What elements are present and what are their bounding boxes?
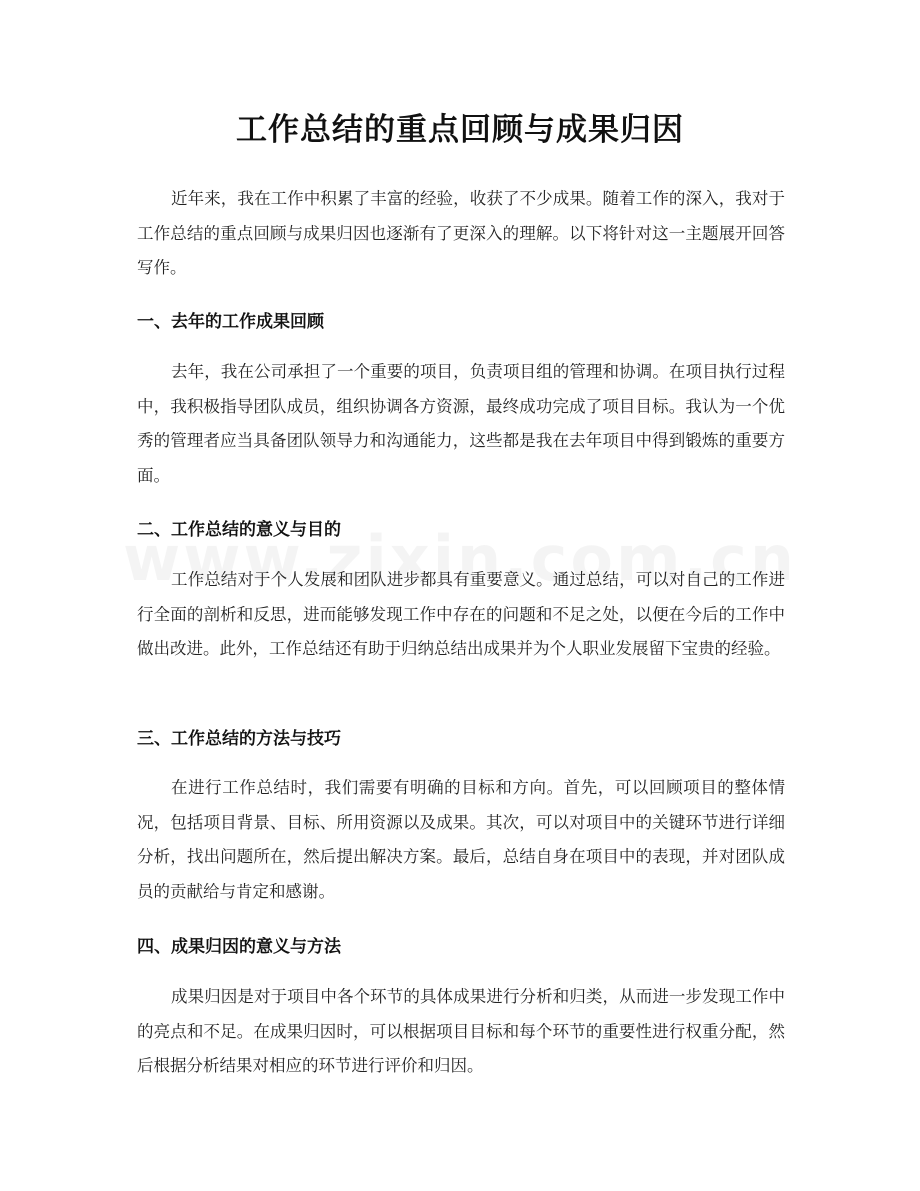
section-body-2: 工作总结对于个人发展和团队进步都具有重要意义。通过总结，可以对自己的工作进行全面的剖析和反思，进而能够发现工作中存在的问题和不足之处，以便在今后的工作中做出改进。此外，工作总结还有助于归纳总结出成果并为个人职业发展留下宝贵的经验。 xyxy=(137,570,785,658)
section-heading-3: 三、工作总结的方法与技巧 xyxy=(137,729,341,749)
intro-paragraph: 近年来，我在工作中积累了丰富的经验，收获了不少成果。随着工作的深入，我对于工作总结的重点回顾与成果归因也逐渐有了更深入的理解。以下将针对这一主题展开回答写作。 xyxy=(137,189,785,277)
document-title: 工作总结的重点回顾与成果归因 xyxy=(236,112,684,148)
section-heading-2: 二、工作总结的意义与目的 xyxy=(137,520,341,540)
section-heading-1: 一、去年的工作成果回顾 xyxy=(137,312,324,332)
section-heading-4: 四、成果归因的意义与方法 xyxy=(137,937,341,957)
section-body-4: 成果归因是对于项目中各个环节的具体成果进行分析和归类，从而进一步发现工作中的亮点和不足。在成果归因时，可以根据项目目标和每个环节的重要性进行权重分配，然后根据分析结果对相应的环节进行评价和归因。 xyxy=(137,987,785,1075)
section-body-3: 在进行工作总结时，我们需要有明确的目标和方向。首先，可以回顾项目的整体情况，包括项目背景、目标、所用资源以及成果。其次，可以对项目中的关键环节进行详细分析，找出问题所在，然后提出解决方案。最后，总结自身在项目中的表现，并对团队成员的贡献给与肯定和感谢。 xyxy=(137,778,785,901)
section-body-1: 去年，我在公司承担了一个重要的项目，负责项目组的管理和协调。在项目执行过程中，我积极指导团队成员，组织协调各方资源，最终成功完成了项目目标。我认为一个优秀的管理者应当具备团队领导力和沟通能力，这些都是我在去年项目中得到锻炼的重要方面。 xyxy=(137,362,785,485)
